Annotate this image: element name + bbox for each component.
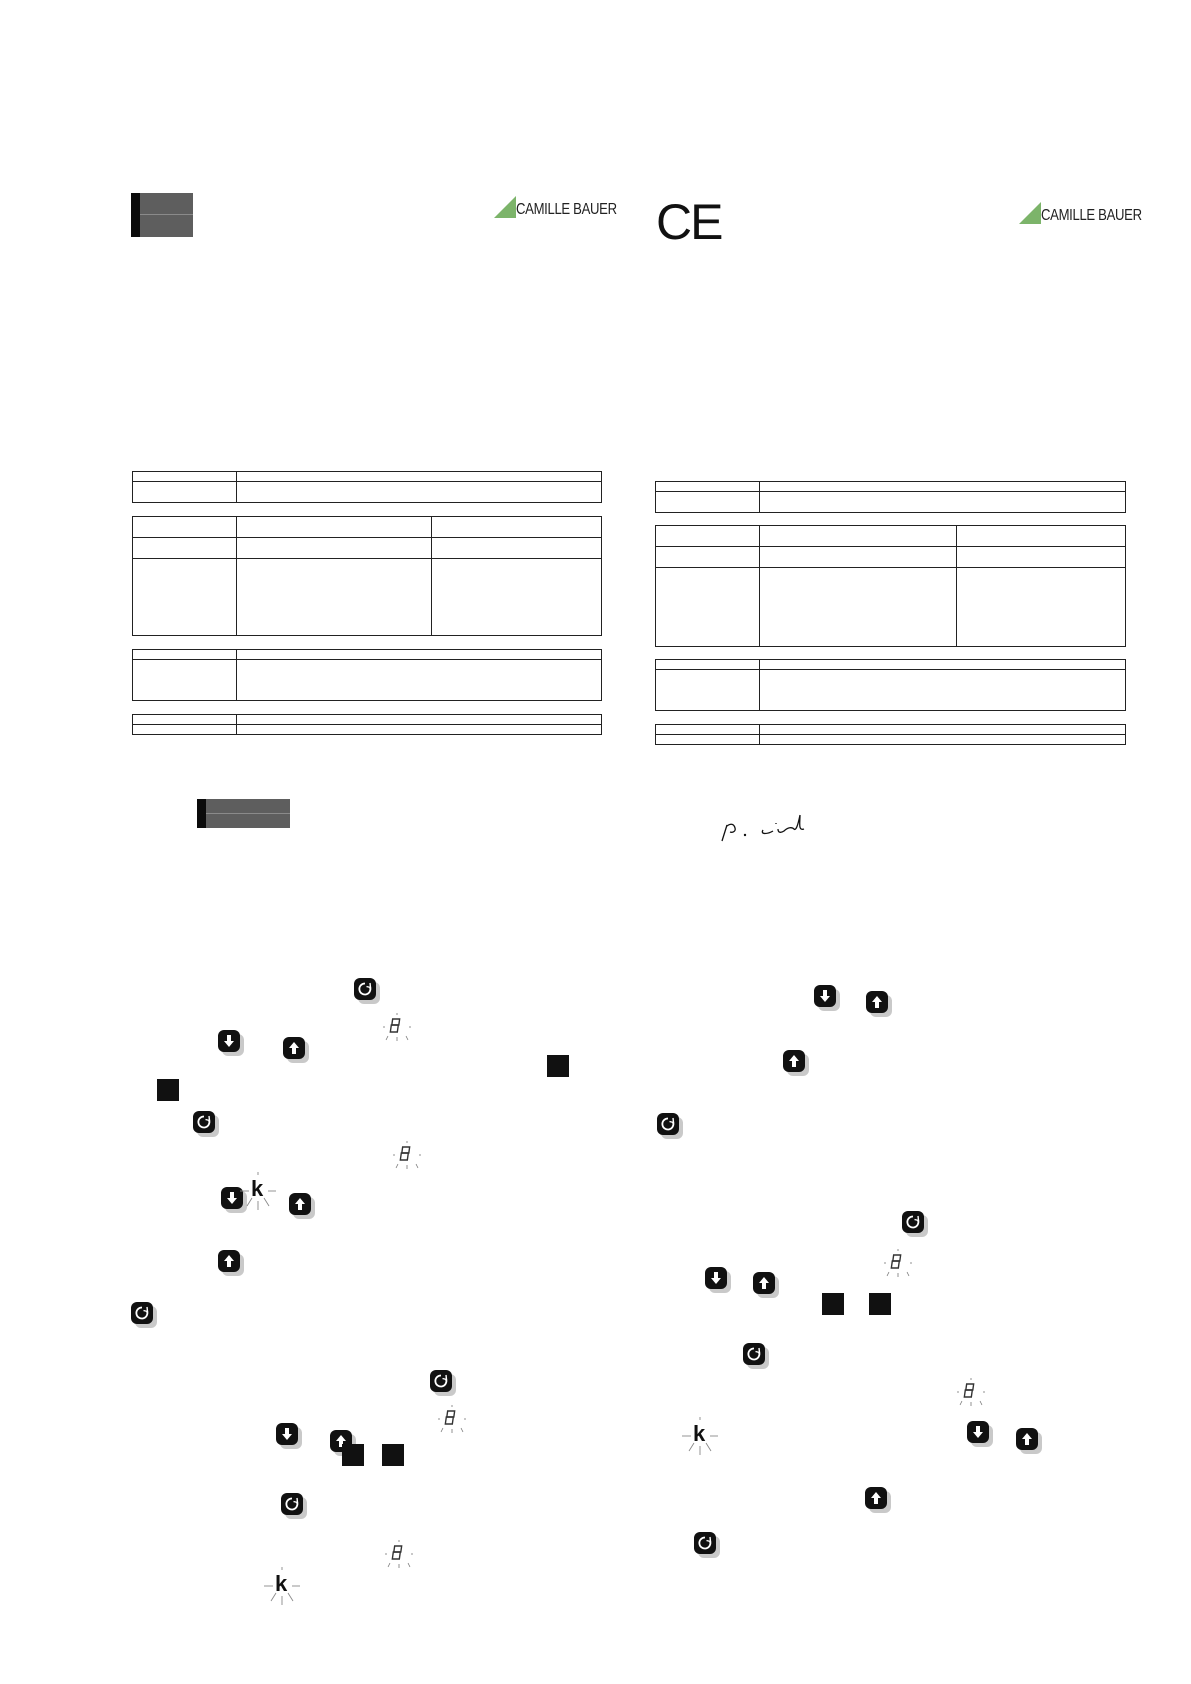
- filled-square-icon: [822, 1293, 844, 1315]
- arrow-up-key-icon: [283, 1037, 309, 1063]
- arrow-down-key-icon: [967, 1421, 993, 1447]
- enter-key-icon: [430, 1370, 456, 1396]
- blinking-k-icon: k: [680, 1417, 720, 1457]
- right-table-1: [655, 481, 1126, 513]
- enter-key-icon: [743, 1343, 769, 1369]
- arrow-down-key-icon: [814, 985, 840, 1011]
- arrow-up-key-icon: [783, 1050, 809, 1076]
- left-table-2: [132, 516, 602, 636]
- blinking-digit-icon: [884, 1249, 912, 1277]
- left-table-3: [132, 649, 602, 701]
- blinking-digit-icon: [393, 1141, 421, 1169]
- arrow-up-key-icon: [218, 1250, 244, 1276]
- logo-triangle-icon: [494, 196, 516, 218]
- arrow-up-key-icon: [753, 1272, 779, 1298]
- arrow-up-key-icon: [866, 991, 892, 1017]
- filled-square-icon: [382, 1444, 404, 1466]
- blinking-k-icon: k: [238, 1172, 278, 1212]
- enter-key-icon: [657, 1113, 683, 1139]
- left-table-4: [132, 714, 602, 735]
- logo-triangle-icon: [1019, 202, 1041, 224]
- right-table-4: [655, 724, 1126, 745]
- blinking-digit-icon: [385, 1540, 413, 1568]
- handwritten-signature: [718, 809, 818, 845]
- arrow-down-key-icon: [705, 1267, 731, 1293]
- left-table-1: [132, 471, 602, 503]
- product-photo: [131, 193, 193, 237]
- filled-square-icon: [157, 1079, 179, 1101]
- enter-key-icon: [131, 1302, 157, 1328]
- arrow-up-key-icon: [289, 1193, 315, 1219]
- right-table-3: [655, 659, 1126, 711]
- enter-key-icon: [354, 978, 380, 1004]
- right-table-2: [655, 525, 1126, 647]
- logo-text: CAMILLE BAUER: [1041, 207, 1142, 224]
- filled-square-icon: [547, 1055, 569, 1077]
- enter-key-icon: [281, 1493, 307, 1519]
- enter-key-icon: [193, 1111, 219, 1137]
- blinking-digit-icon: [957, 1378, 985, 1406]
- arrow-down-key-icon: [218, 1030, 244, 1056]
- arrow-up-key-icon: [1016, 1428, 1042, 1454]
- camille-bauer-logo-right: [1019, 202, 1142, 228]
- blinking-digit-icon: [383, 1013, 411, 1041]
- enter-key-icon: [694, 1532, 720, 1558]
- filled-square-icon: [342, 1444, 364, 1466]
- stamp-image: [197, 799, 290, 828]
- ce-mark: CE: [656, 194, 722, 250]
- arrow-up-key-icon: [865, 1487, 891, 1513]
- blinking-k-icon: k: [262, 1567, 302, 1607]
- blinking-digit-icon: [438, 1405, 466, 1433]
- filled-square-icon: [869, 1293, 891, 1315]
- camille-bauer-logo-left: [494, 196, 617, 222]
- enter-key-icon: [902, 1211, 928, 1237]
- arrow-down-key-icon: [276, 1423, 302, 1449]
- logo-text: CAMILLE BAUER: [516, 201, 617, 218]
